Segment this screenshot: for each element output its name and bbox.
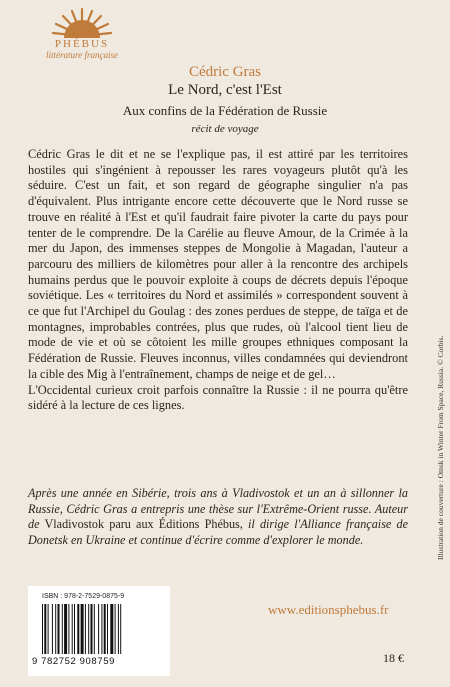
bio-italic-end: il dirige l'Alliance française de Donetsk en Ukraine et continue d'écrire comme d'explorer le monde. xyxy=(28,517,409,547)
barcode-bars xyxy=(42,604,156,654)
book-subtitle: Aux confins de la Fédération de Russie xyxy=(122,103,328,118)
publisher-collection: littérature française xyxy=(46,50,118,60)
illustration-credit: Illustration de couverture : Omsk in Winter From Space, Russia. © Corbis. xyxy=(436,335,445,560)
book-genre: récit de voyage xyxy=(191,123,259,135)
price: 18 € xyxy=(383,651,404,665)
barcode xyxy=(28,586,170,676)
bio-book-title: Vladivostok xyxy=(44,517,105,531)
blurb-text: Cédric Gras le dit et ne se l'explique pas, il est attiré par les territoires hostiles qui s'ingénient à repousser les rares voyageurs plutôt qu'à les séduire. C'est un fait, et son regard de géographe singulier n'a pas d'équivalent. Plus intrigante encore cette découverte que le Nord russe se trouve en réalité à l'Est et qu'il faudrait faire pivoter la carte du pays pour tenter de le comprendre. De la Carélie au fleuve Amour, de la Crimée à la mer du Japon, des immenses steppes de Mongolie à Magadan, l'auteur a parcouru des milliers de kilomètres pour aller à la rencontre des archipels humains perdus que le pouvoir exploite à coups de décrets depuis l'époque soviétique. Les « territoires du Nord et assimilés » correspondent souvent à ce que fut l'Archipel du Goulag : des zones perdues de steppe, de taïga et de montagnes, improbables contrées, plus que rudes, où l'alcool tient lieu de mode de vie et où se côtoient les mille groupes ethniques composant la Fédération de Russie. Fleuves inconnus, villes condamnées qui deviendront la cible des Mig à l'entraînement, champs de neige et de gel… xyxy=(28,147,408,381)
publisher-website: www.editionsphebus.fr xyxy=(268,602,389,617)
author-bio xyxy=(28,486,408,548)
bio-roman-part: paru aux Éditions Phébus, xyxy=(104,517,249,531)
publisher-name: PHÉBUS xyxy=(54,38,110,50)
isbn: ISBN : 978-2-7529-0875-9 xyxy=(42,593,125,600)
barcode-digits: 9 782752 908759 xyxy=(32,656,115,667)
publisher-logo xyxy=(36,6,128,62)
blurb xyxy=(28,147,408,414)
bio-italic-part: Après une année en Sibérie, trois ans à Vladivostok et un an à sillonner la Russie, Cédric Gras a entrepris une thèse sur l'Extrême-Orient russe. Auteur de xyxy=(28,486,408,531)
author-name: Cédric Gras xyxy=(188,64,262,80)
blurb-closing: L'Occidental curieux croit parfois connaître la Russie : il ne pourra qu'être sidéré à la lecture de ces lignes. xyxy=(28,382,408,413)
book-title: Le Nord, c'est l'Est xyxy=(168,82,282,98)
sun-icon xyxy=(50,6,114,40)
